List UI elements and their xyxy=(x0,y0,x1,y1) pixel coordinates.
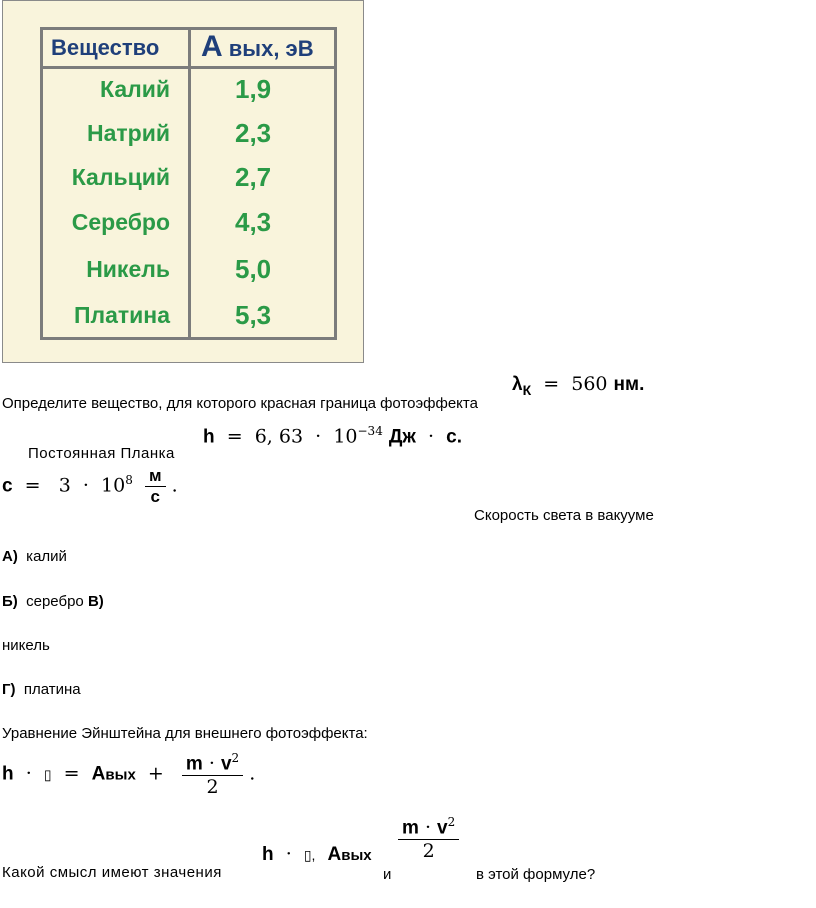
speed-label: Скорость света в вакууме xyxy=(474,507,654,524)
meaning-text: Какой смысл имеют значения xyxy=(2,864,222,881)
einstein-label: Уравнение Эйнштейна для внешнего фотоэффекта: xyxy=(2,725,368,742)
row-value: 2,7 xyxy=(235,162,272,192)
answer-a: А) калий xyxy=(2,548,67,565)
row-value: 5,3 xyxy=(235,300,272,330)
row-name: Натрий xyxy=(87,120,170,146)
work-function-table xyxy=(40,27,337,340)
question-text: Определите вещество, для которого красная граница фотоэффекта xyxy=(2,395,478,412)
einstein-formula: h · ▯ = Авых + $\frac{m \cdot v^2}{2}$ . xyxy=(2,751,256,799)
header-work-function: А вых, эВ xyxy=(201,30,314,63)
speed-formula: с = $3 \cdot 10^8$ $\frac{м}{с}$ . xyxy=(2,466,178,506)
meaning-and: и xyxy=(383,866,392,883)
row-name: Серебро xyxy=(71,209,170,235)
row-name: Платина xyxy=(73,302,170,328)
row-value: 1,9 xyxy=(235,74,272,104)
row-name: Калий xyxy=(100,76,170,102)
answer-c: никель xyxy=(2,637,50,654)
answer-d: Г) платина xyxy=(2,681,81,698)
row-name: Кальций xyxy=(71,164,170,190)
row-name: Никель xyxy=(86,256,170,282)
row-value: 4,3 xyxy=(235,207,272,237)
meaning-formula-h: h · ▯, Авых xyxy=(262,843,372,865)
meaning-formula-frac: $\frac{m \cdot v^2}{2}$ xyxy=(398,815,459,862)
meaning-text-end: в этой формуле? xyxy=(476,866,596,883)
work-function-table-image xyxy=(2,0,364,363)
planck-formula: h = 6, $63 \cdot 10^{-34}$ Дж · с. xyxy=(203,424,462,448)
row-value: 2,3 xyxy=(235,118,272,148)
lambda-formula: $\lambda_К = 560$ нм. xyxy=(512,373,645,398)
planck-label: Постоянная Планка xyxy=(28,445,175,462)
row-value: 5,0 xyxy=(235,254,272,284)
answer-b: Б) серебро В) xyxy=(2,593,104,610)
header-substance: Вещество xyxy=(51,35,160,60)
